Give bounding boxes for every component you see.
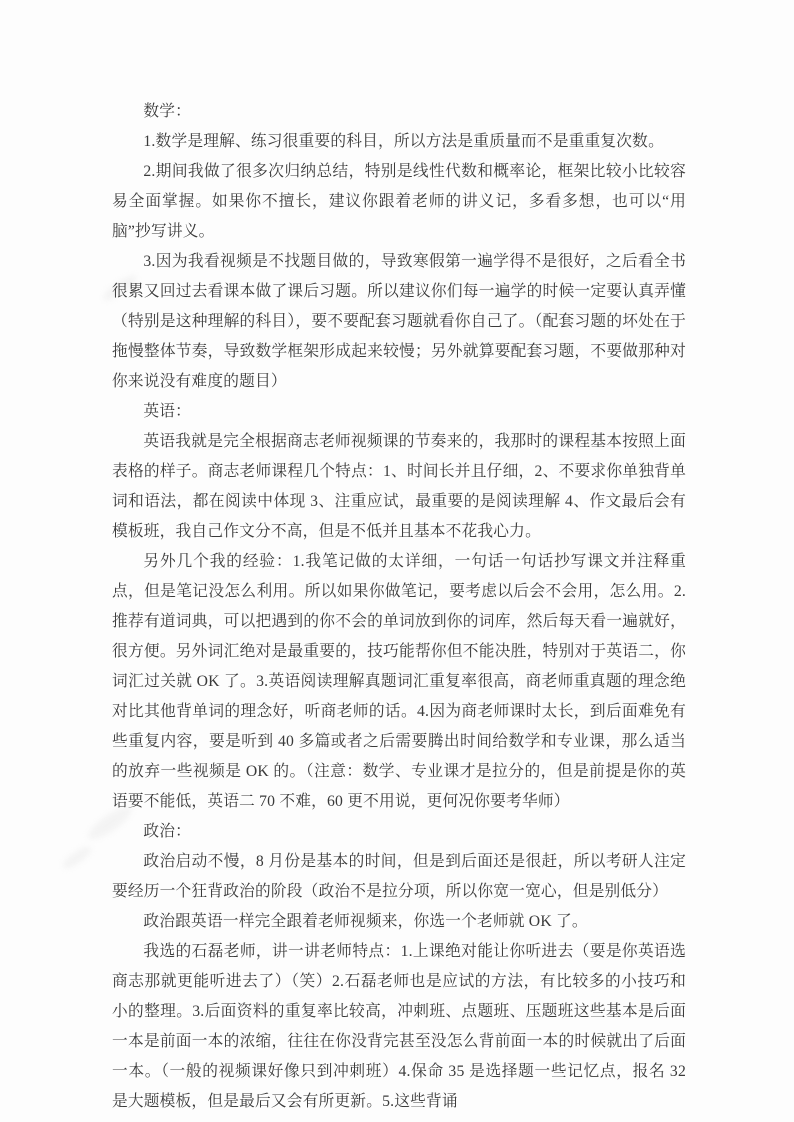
- section-heading-math: 数学：: [143, 103, 192, 120]
- scan-smudge: [60, 843, 94, 872]
- paragraph-politics-2: 政治跟英语一样完全跟着老师视频来，你选一个老师就 OK 了。: [143, 913, 588, 930]
- paragraph-math-2: 2.期间我做了很多次归纳总结，特别是线性代数和概率论，框架比较小比较容易全面掌握。如果你不擅长，建议你跟着老师的讲义记，多看多想，也可以“用脑”抄写讲义。: [112, 163, 686, 240]
- paragraph-english-2: 另外几个我的经验：1.我笔记做的太详细，一句话一句话抄写课文并注释重点，但是笔记没怎么利用。所以如果你做笔记，要考虑以后会不会用，怎么用。2.推荐有道词典，可以把遇到的你不会的单词放到你的词库，然后每天看一遍就好，很方便。另外词汇绝对是最重要的，技巧能帮你但不能决胜，特别对于英语二，你词汇过关就 OK 了。3.英语阅读理解真题词汇重复率很高，商老师重真题的理念绝对比其他背单词的理念好，听商老师的话。4.因为商老师课时太长，到后面难免有些重复内容，要是听到 40 多篇或者之后需要腾出时间给数学和专业课，那么适当的放弃一些视频是 OK 的。（注意：数学、专业课才是拉分的，但是前提是你的英语要不能低，英语二 70 不难，60 更不用说，更何况你要考华师）: [112, 553, 686, 810]
- paragraph-math-1: 1.数学是理解、练习很重要的科目，所以方法是重质量而不是重重复次数。: [143, 133, 664, 150]
- section-heading-english: 英语：: [143, 403, 192, 420]
- paragraph-english-1: 英语我就是完全根据商志老师视频课的节奏来的，我那时的课程基本按照上面表格的样子。商志老师课程几个特点：1、时间长并且仔细，2、不要求你单独背单词和语法，都在阅读中体现 3、注重应试，最重要的是阅读理解 4、作文最后会有模板班，我自己作文分不高，但是不低并且基本不花我心力。: [112, 433, 686, 540]
- paragraph-math-3: 3.因为我看视频是不找题目做的，导致寒假第一遍学得不是很好，之后看全书很累又回过去看课本做了课后习题。所以建议你们每一遍学的时候一定要认真弄懂（特别是这种理解的科目），要不要配套习题就看你自己了。（配套习题的坏处在于拖慢整体节奏，导致数学框架形成起来较慢；另外就算要配套习题，不要做那种对你来说没有难度的题目）: [112, 253, 686, 390]
- section-heading-politics: 政治：: [143, 823, 192, 840]
- document-body: [112, 97, 686, 1117]
- paragraph-politics-3: 我选的石磊老师，讲一讲老师特点：1.上课绝对能让你听进去（要是你英语选商志那就更能听进去了）（笑）2.石磊老师也是应试的方法，有比较多的小技巧和小的整理。3.后面资料的重复率比较高，冲刺班、点题班、压题班这些基本是后面一本是前面一本的浓缩，往往在你没背完甚至没怎么背前面一本的时候就出了后面一本。（一般的视频课好像只到冲刺班）4.保命 35 是选择题一些记忆点，报名 32 是大题模板，但是最后又会有所更新。5.这些背诵: [112, 943, 686, 1110]
- paragraph-politics-1: 政治启动不慢，8 月份是基本的时间，但是到后面还是很赶，所以考研人注定要经历一个狂背政治的阶段（政治不是拉分项，所以你宽一宽心，但是别低分）: [112, 853, 686, 900]
